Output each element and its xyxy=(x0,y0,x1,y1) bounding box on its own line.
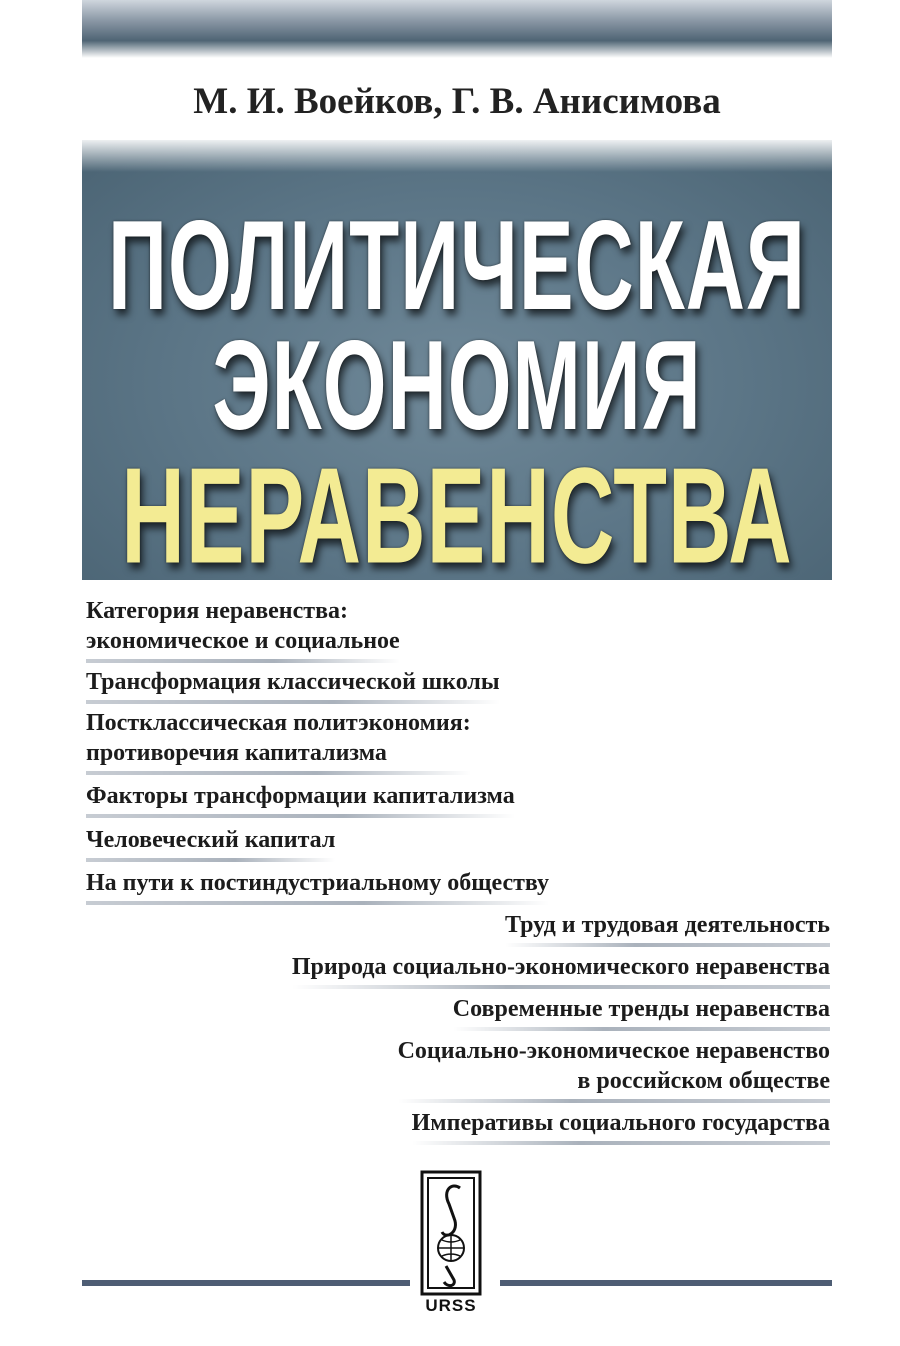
topic-item: Социально-экономическое неравенство в российском обществе xyxy=(397,1038,830,1094)
title-line-2: ЭКОНОМИЯ xyxy=(212,315,702,457)
topic-item: Категория неравенства: экономическое и социальное xyxy=(86,598,400,654)
book-authors: М. И. Воейков, Г. В. Анисимова xyxy=(193,81,721,122)
topic-item: Труд и трудовая деятельность xyxy=(504,912,830,938)
bottom-rule-right xyxy=(500,1280,832,1286)
topic-item: Императивы социального государства xyxy=(411,1110,830,1136)
top-decorative-band xyxy=(82,0,832,58)
topic-item: Человеческий капитал xyxy=(86,827,336,853)
publisher-name: URSS xyxy=(425,1296,477,1315)
title-panel xyxy=(82,140,832,592)
topic-item: На пути к постиндустриальному обществу xyxy=(86,870,550,896)
title-line-3: НЕРАВЕНСТВА xyxy=(121,438,793,592)
topic-item: Факторы трансформации капитализма xyxy=(86,783,515,809)
topic-item: Постклассическая политэкономия: противоречия капитализма xyxy=(86,710,471,766)
topic-item: Природа социально-экономического неравенства xyxy=(291,954,830,980)
title-line-1: ПОЛИТИЧЕСКАЯ xyxy=(108,195,806,337)
bottom-rule-left xyxy=(82,1280,410,1286)
topic-item: Современные тренды неравенства xyxy=(452,996,830,1022)
topic-item: Трансформация классической школы xyxy=(86,669,500,695)
